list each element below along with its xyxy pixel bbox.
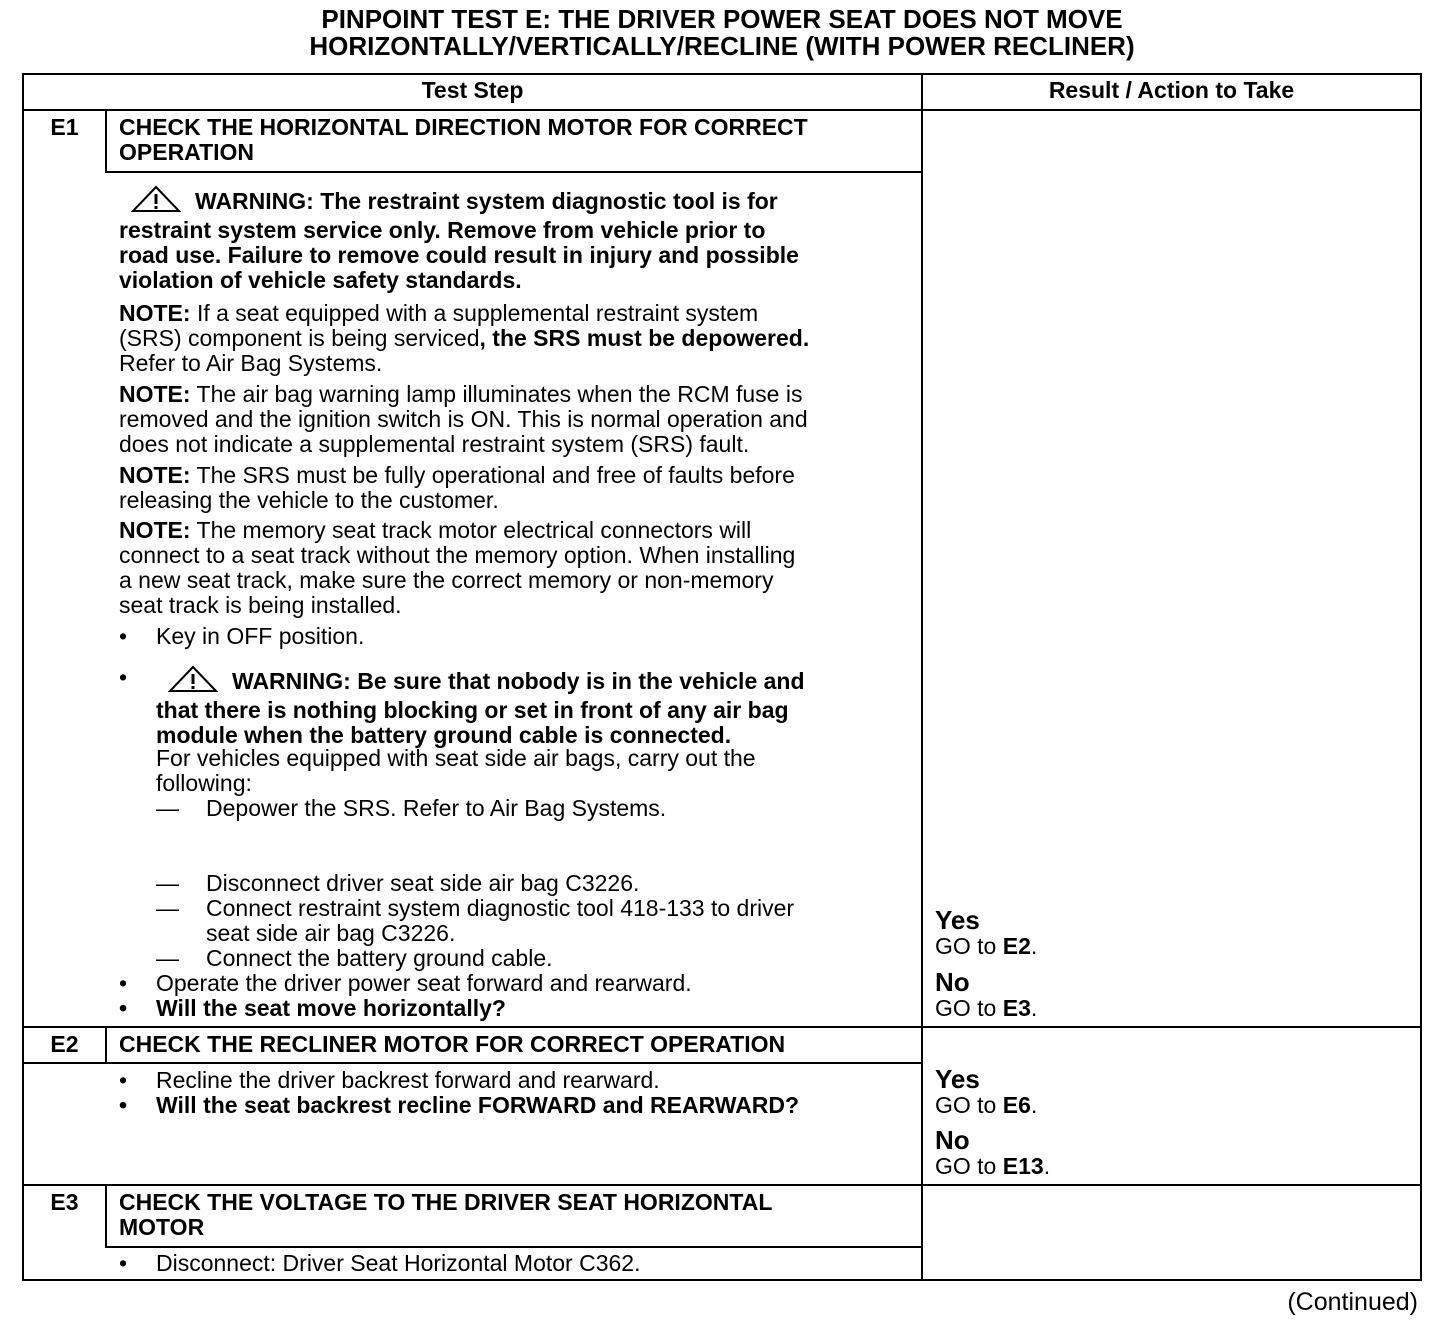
e3-heading: CHECK THE VOLTAGE TO THE DRIVER SEAT HORIZONTAL MOTOR [119,1189,773,1240]
page-title [0,6,1444,60]
e1-warning-1-line-2: restraint system service only. Remove from vehicle prior to [119,217,766,243]
e2-no-goto: GO to E13. [935,1153,1051,1179]
header-divider [24,109,1420,111]
pinpoint-test-table: Test Step Result / Action to Take E1 CHECK THE HORIZONTAL DIRECTION MOTOR FOR CORRECT OPERATION WARNING: The restraint system diagnostic tool is for restraint system service only. Remove from vehicle prior to road use. Failure to remove could result in injury and possible violation of vehicle safety standards. NOTE: If a seat equipped with a supplemental restraint system (SRS) component is being serviced, the SRS must be depowered. Refer to Air Bag Systems. NOTE: The air bag warning lamp illuminates when the RCM fuse is removed and the ignition switch is ON. This is normal operation and does not indicate a supplemental restraint system (SRS) fault. NOTE: The SRS must be fully operational and free of faults before releasing the vehicle to the customer. NOTE: The memory seat track motor electrical connectors will connect to a seat track without the memory option. When installing a new seat track, make sure the correct memory or non-memory seat track is being installed. • Key in OFF position. • WARNING: Be sure that nobody is in the vehicle and that there is nothing blocking or set in front of any air bag module when the battery ground cable is connected. For vehicles equipped with seat side air bags, carry out the following: — Depower the SRS. Refer to Air Bag Systems. — Disconnect driver seat side air bag C3226. — Connect restraint system diagnostic tool 418-133 to driver seat side air bag C3226. — Connect the battery ground cable. • Operate the driver power seat forward and rearward. • Will the seat move horizontally? Yes GO to E2. No GO to E3. E2 CHECK THE RECLINER MOTOR FOR CORRECT OPERATION • Recline the driver backrest forward and rearward. • Will the seat backrest recline FORWARD and REARWARD? Yes GO to E6. No GO to E13. E3 CHECK THE VOLTAGE TO THE DRIVER SEAT HORIZONTAL MOTOR • Disconnect: Driver Seat Horizontal Motor C362. [22,73,1422,1281]
continued-label: (Continued) [1287,1288,1418,1316]
e1-heading-divider [105,171,921,173]
dash-icon: — [156,870,179,896]
e1-heading-line-2: OPERATION [119,139,255,165]
step-id-e1: E1 [50,114,79,140]
e2-yes-label: Yes [935,1064,980,1094]
column-divider [921,75,923,1279]
title-line-1: PINPOINT TEST E: THE DRIVER POWER SEAT DOES NOT MOVE [321,4,1123,34]
e3-id-divider [105,1186,107,1246]
header-test-step: Test Step [421,77,524,103]
e1-sub-intro: For vehicles equipped with seat side air bags, carry out the following: [156,745,756,796]
e1-note-4: NOTE: The memory seat track motor electrical connectors will connect to a seat track without the memory option. When installing a new seat track, make sure the correct memory or non-memory seat track is being installed. [119,517,796,618]
note-label: NOTE: [119,517,191,543]
e3-heading-divider [105,1246,921,1248]
e1-no-goto: GO to E3. [935,995,1038,1021]
e2-no-target: E13 [1002,1153,1044,1179]
bullet-icon: • [119,664,128,690]
e1-id-divider [105,111,107,171]
note-label: NOTE: [119,462,191,488]
e2-yes-goto: GO to E6. [935,1092,1038,1118]
bullet-icon: • [119,970,128,996]
title-line-2: HORIZONTALLY/VERTICALLY/RECLINE (WITH POWER RECLINER) [309,31,1135,61]
bullet-icon: • [119,1067,128,1093]
e2-heading: CHECK THE RECLINER MOTOR FOR CORRECT OPERATION [119,1031,786,1057]
e1-yes-goto: GO to E2. [935,933,1038,959]
bullet-icon: • [119,1092,128,1118]
e1-warning-1-line-1: WARNING: The restraint system diagnostic tool is for [119,185,799,218]
dash-icon: — [156,795,179,821]
e1-warning-1-line-3: road use. Failure to remove could result in injury and possible [119,242,799,268]
e2-yes-target: E6 [1002,1092,1031,1118]
dash-icon: — [156,945,179,971]
warning-triangle-icon [168,665,218,698]
bullet-icon: • [119,623,128,649]
e2-heading-divider [24,1062,921,1064]
e1-heading-line-1: CHECK THE HORIZONTAL DIRECTION MOTOR FOR CORRECT [119,114,808,140]
e1-no-target: E3 [1002,995,1031,1021]
e1-warning-1-line-4: violation of vehicle safety standards. [119,267,522,293]
e2-id-divider [105,1028,107,1062]
dash-icon: — [156,895,179,921]
step-id-e3: E3 [50,1189,79,1215]
e1-note-2: NOTE: The air bag warning lamp illuminates when the RCM fuse is removed and the ignition switch is ON. This is normal operation and does not indicate a supplemental restraint system (SRS) fault. [119,381,808,457]
e1-no-label: No [935,967,970,997]
note-label: NOTE: [119,381,191,407]
e1-heading [119,115,808,165]
e1-warning-1 [119,185,799,293]
e1-note-3: NOTE: The SRS must be fully operational and free of faults before releasing the vehicle to the customer. [119,462,795,513]
header-result: Result / Action to Take [1048,77,1295,103]
e1-warning-2: WARNING: Be sure that nobody is in the vehicle and that there is nothing blocking or set in front of any air bag module when the battery ground cable is connected. [156,665,805,748]
warning-triangle-icon [131,185,181,218]
note-label: NOTE: [119,300,191,326]
e1-e2-divider [24,1026,1420,1028]
bullet-icon: • [119,995,128,1021]
bullet-icon: • [119,1250,128,1276]
e2-e3-divider [24,1184,1420,1186]
e1-note-1: NOTE: If a seat equipped with a supplemental restraint system (SRS) component is being serviced, the SRS must be depowered. Refer to Air Bag Systems. [119,300,810,376]
e2-no-label: No [935,1125,970,1155]
e1-yes-label: Yes [935,905,980,935]
e1-yes-target: E2 [1002,933,1031,959]
step-id-e2: E2 [50,1031,79,1057]
